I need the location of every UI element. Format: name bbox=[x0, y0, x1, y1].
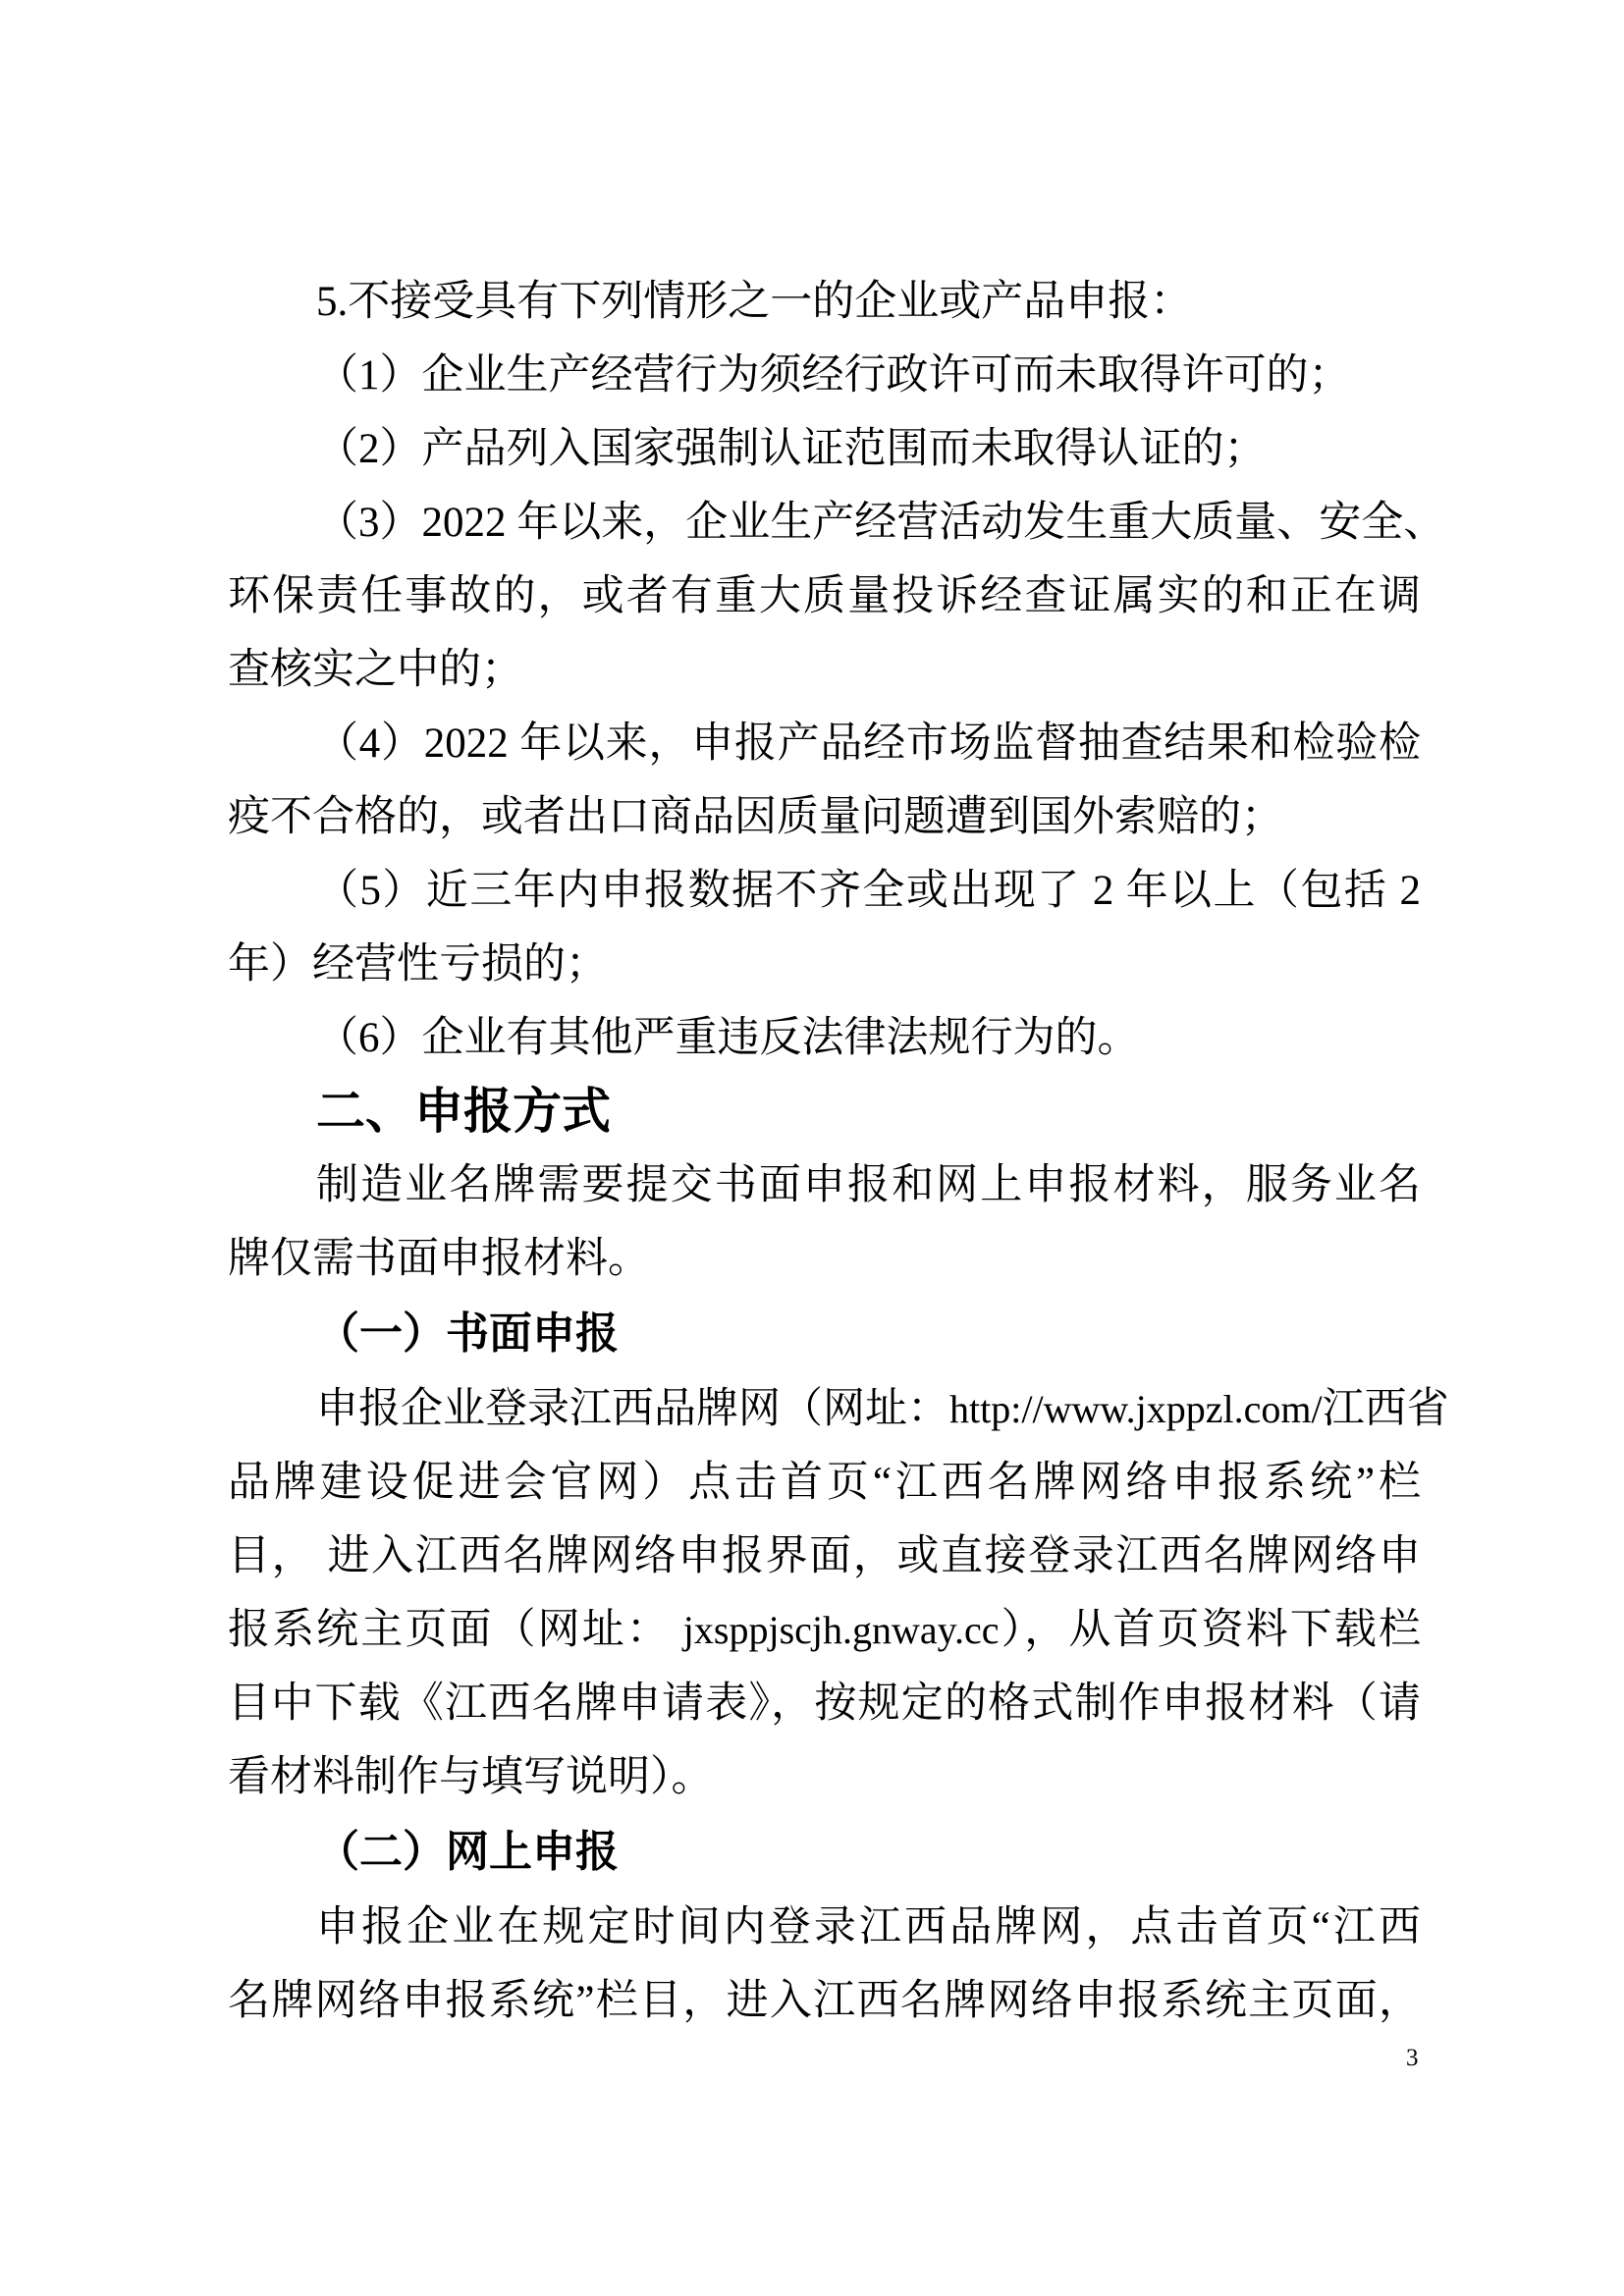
subsection-heading-written: （一）书面申报 bbox=[316, 1309, 619, 1358]
text-segment: 报系统主页面（网址： bbox=[228, 1607, 683, 1653]
subsection-heading-online: （二）网上申报 bbox=[316, 1828, 619, 1876]
paragraph-line bbox=[228, 1593, 1421, 1667]
exclusion-item-line: 环保责任事故的，或者有重大质量投诉经查证属实的和正在调 bbox=[228, 573, 1421, 619]
paragraph-line: 申报企业在规定时间内登录江西品牌网，点击首页“江西 bbox=[316, 1904, 1421, 1950]
exclusion-item-line: （2）产品列入国家强制认证范围而未取得认证的； bbox=[316, 426, 1267, 472]
paragraph-line: 品牌建设促进会官网）点击首页“江西名牌网络申报系统”栏 bbox=[228, 1460, 1421, 1506]
text-segment: 江西省 bbox=[1322, 1386, 1449, 1432]
exclusion-item-line: （6）企业有其他严重违反法律法规行为的。 bbox=[316, 1015, 1140, 1061]
paragraph-line: 目， 进入江西名牌网络申报界面，或直接登录江西名牌网络申 bbox=[228, 1533, 1421, 1579]
system-url: jxsppjscjh.gnway.cc bbox=[682, 1608, 1000, 1652]
paragraph-line: 目中下载《江西名牌申请表》，按规定的格式制作申报材料（请 bbox=[228, 1681, 1421, 1727]
paragraph-line: 名牌网络申报系统”栏目，进入江西名牌网络申报系统主页面， bbox=[228, 1978, 1421, 2024]
text-segment: ），从首页资料下载栏 bbox=[999, 1607, 1421, 1653]
paragraph-line: 制造业名牌需要提交书面申报和网上申报材料，服务业名 bbox=[316, 1162, 1421, 1208]
website-url: http://www.jxppzl.com/ bbox=[949, 1387, 1323, 1431]
page-body bbox=[228, 265, 1449, 2038]
exclusion-item-line: 年）经营性亏损的； bbox=[228, 941, 608, 988]
exclusion-item-line: 疫不合格的，或者出口商品因质量问题遭到国外索赔的； bbox=[228, 794, 1283, 840]
exclusion-item-line: （1）企业生产经营行为须经行政许可而未取得许可的； bbox=[316, 352, 1351, 399]
section-heading: 二、申报方式 bbox=[316, 1084, 611, 1139]
paragraph-line: 牌仅需书面申报材料。 bbox=[228, 1236, 650, 1282]
exclusion-item-line: （4）2022 年以来，申报产品经市场监督抽查结果和检验检 bbox=[316, 721, 1421, 767]
paragraph-line: 看材料制作与填写说明）。 bbox=[228, 1754, 714, 1800]
exclusion-intro: 5.不接受具有下列情形之一的企业或产品申报： bbox=[316, 279, 1193, 325]
exclusion-item-line: （3）2022 年以来，企业生产经营活动发生重大质量、安全、 bbox=[316, 500, 1446, 546]
exclusion-item-line: （5）近三年内申报数据不齐全或出现了 2 年以上（包括 2 bbox=[316, 868, 1421, 914]
paragraph-line bbox=[228, 1372, 1449, 1446]
exclusion-item-line: 查核实之中的； bbox=[228, 647, 523, 693]
text-segment: 申报企业登录江西品牌网（网址： bbox=[316, 1386, 949, 1432]
page-number: 3 bbox=[1406, 2045, 1419, 2071]
